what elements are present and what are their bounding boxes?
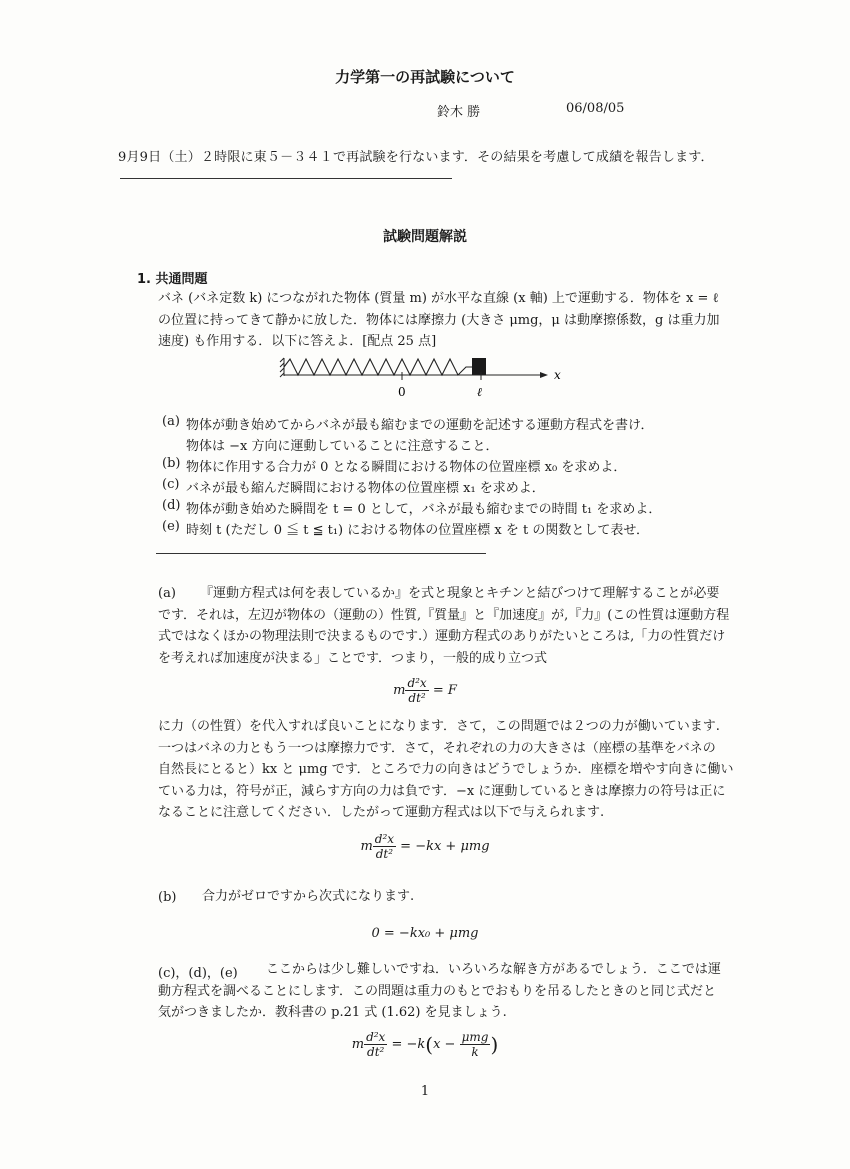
answer-label-a: (a) <box>158 586 176 601</box>
question-text: 物体は −x 方向に運動していることに注意すること． <box>186 439 499 454</box>
answer-line: 動方程式を調べることにします．この問題は重力のもとでおもりを吊るしたときのと同じ式だと <box>158 983 716 999</box>
mass-block <box>472 358 486 375</box>
wall-hatch <box>280 358 284 377</box>
problem-heading: 1. 共通問題 <box>137 272 208 287</box>
answer-line: なることに注意してください．したがって運動方程式は以下で与えられます. <box>158 805 605 820</box>
eq-derivative <box>405 676 428 705</box>
answer-line: を考えれば加速度が決まる」ことです．つまり，一般的成り立つ式 <box>158 650 547 666</box>
eq-numerator: d²x <box>366 1030 386 1044</box>
question-text: バネが最も縮んだ瞬間における物体の位置座標 x₁ を求めよ． <box>186 481 545 496</box>
answer-line: ている力は，符号が正，減らす方向の力は負です．−x に運動しているときは摩擦力の符号は正に <box>158 783 726 799</box>
problem-statement <box>158 288 778 353</box>
answer-line: 自然長にとると）kx と μmg です．ところで力の向きはどうでしょうか．座標を増やす向きに働い <box>158 762 734 777</box>
answer-label-b: (b) <box>158 890 177 905</box>
eq-numerator: d²x <box>374 832 395 846</box>
answer-line: に力（の性質）を代入すれば良いことになります．さて，この問題では２つの力が働いています. <box>158 719 720 734</box>
question-text: 物体が動き始めた瞬間を t = 0 として，バネが最も縮むまでの時間 t₁ を求めよ． <box>186 502 662 517</box>
question-label: (e) <box>162 519 180 534</box>
answer-a-paragraph-2 <box>158 716 798 824</box>
eq-numerator: d²x <box>407 676 427 690</box>
equation-newton <box>0 676 850 705</box>
page-title: 力学第一の再試験について <box>335 68 515 86</box>
problem-statement-line: の位置に持ってきて静かに放した．物体には摩擦力 (大きさ μmg，μ は動摩擦係数，g は重力加 <box>158 312 720 328</box>
spring-coil <box>284 359 472 375</box>
answer-cde-paragraph <box>158 959 798 1024</box>
eq-denominator: dt² <box>375 847 394 861</box>
answer-line: です．それは，左辺が物体の（運動の）性質,『質量』と『加速度』が,『力』(この性質は運動方程 <box>158 607 730 623</box>
eq-inner-denominator: k <box>471 1045 479 1059</box>
equation-shifted: m $\frac{\text{d²x}}{\text{dt²}}$ = −k(x − $\frac{\text{μmg}}{k}$ ) <box>351 1030 499 1059</box>
eq-rhs-prefix: = −k <box>391 1037 426 1052</box>
section-title: 試験問題解説 <box>383 229 467 245</box>
notice-divider <box>120 178 452 179</box>
answer-line: 一つはバネの力ともう一つは摩擦力です．さて，それぞれの力の大きさは（座標の基準をバネの <box>158 740 716 756</box>
section-divider <box>156 553 486 554</box>
author-name: 鈴木 勝 <box>437 105 481 120</box>
answer-line: 『運動方程式は何を表しているか』を式と現象とキチンと結びつけて理解することが必要 <box>200 586 720 601</box>
eq-mass: m <box>393 683 406 698</box>
x-axis-arrow <box>540 372 548 378</box>
equation-motion <box>0 832 850 861</box>
page-number: 1 <box>420 1084 430 1099</box>
origin-label: 0 <box>398 385 406 399</box>
question-label: (a) <box>162 414 180 429</box>
eq-inner-numerator: μmg <box>461 1030 489 1044</box>
answer-line: ここからは少し難しいですね．いろいろな解き方があるでしょう．ここでは運 <box>266 962 721 977</box>
eq-paren-open: ( <box>425 1032 434 1057</box>
eq-mass: m <box>360 839 373 854</box>
eq-inner-x: x <box>433 1037 441 1052</box>
problem-statement-line: 速度) も作用する．以下に答えよ．[配点 25 点] <box>158 334 437 349</box>
question-label: (c) <box>162 477 180 492</box>
eq-mass: m <box>351 1037 365 1052</box>
question-text: 物体に作用する合力が 0 となる瞬間における物体の位置座標 x₀ を求めよ． <box>186 460 627 475</box>
exam-notice: 9月9日（土）２時限に東５－３４１で再試験を行ないます．その結果を考慮して成績を報告します． <box>118 150 714 165</box>
question-label: (d) <box>162 498 181 513</box>
spring-mass-figure <box>278 352 568 404</box>
question-label: (b) <box>162 456 181 471</box>
answer-label-cde: (c)，(d)，(e) <box>158 966 238 981</box>
axis-label: x <box>554 368 561 382</box>
eq-rhs: = −kx + μmg <box>400 839 490 854</box>
eq-derivative <box>364 1030 387 1059</box>
eq-inner-fraction <box>460 1030 491 1059</box>
eq-paren-close: ) <box>490 1032 499 1057</box>
eq-rhs: = F <box>432 683 457 698</box>
equation-equilibrium: 0 = −kx₀ + μmg <box>371 926 479 941</box>
answer-b-text: 合力がゼロですから次式になります. <box>202 889 415 904</box>
eq-denominator: dt² <box>367 1045 385 1059</box>
question-text: 時刻 t (ただし 0 ≦ t ≦ t₁) における物体の位置座標 x を t の関数として表せ． <box>186 523 649 538</box>
question-text: 物体が動き始めてからバネが最も縮むまでの運動を記述する運動方程式を書け． <box>186 418 654 433</box>
document-date: 06/08/05 <box>566 101 625 116</box>
l-label: ℓ <box>477 385 482 399</box>
answer-line: 式ではなくほかの物理法則で決まるものです.）運動方程式のありがたいところは,「力の性質だけ <box>158 629 726 644</box>
answer-line: 気がつきましたか．教科書の p.21 式 (1.62) を見ましょう. <box>158 1005 507 1020</box>
eq-derivative <box>373 832 396 861</box>
answer-a-paragraph <box>158 583 798 669</box>
eq-denominator: dt² <box>408 691 426 705</box>
problem-statement-line: バネ (バネ定数 k) につながれた物体 (質量 m) が水平な直線 (x 軸) 上で運動する．物体を x = ℓ <box>158 291 719 306</box>
